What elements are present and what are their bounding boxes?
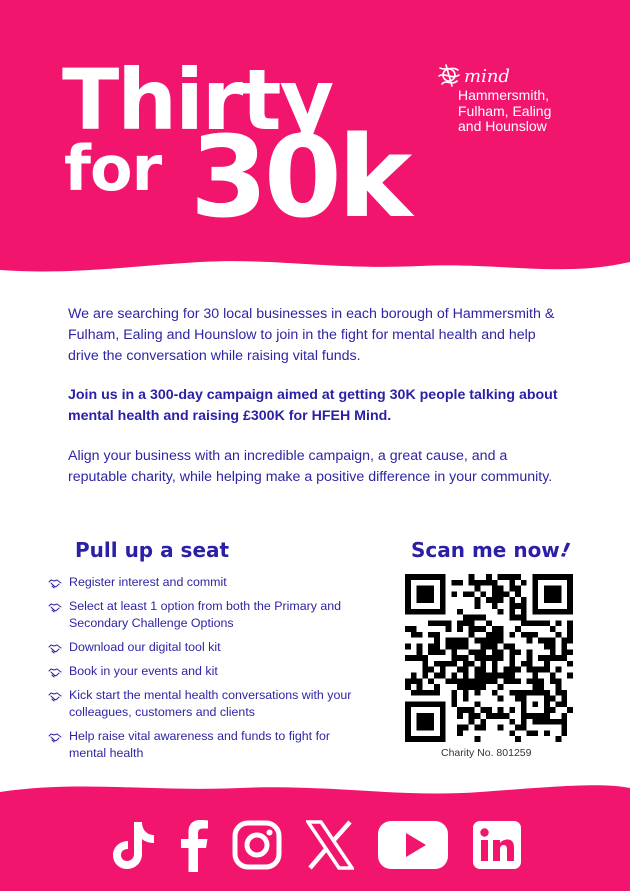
align-paragraph: Align your business with an incredible campaign, a great cause, and a reputable charity, while helping make a positive difference in your community. [68, 448, 553, 485]
handshake-icon [48, 690, 62, 704]
step-text: Register interest and commit [69, 575, 227, 589]
step-text: Kick start the mental health conversations with your colleagues, customers and clients [69, 688, 352, 719]
step-item [48, 639, 368, 656]
instagram-icon[interactable] [232, 820, 282, 870]
x-icon[interactable] [306, 820, 354, 870]
handshake-icon [48, 601, 62, 615]
step-text: Help raise vital awareness and funds to fight for mental health [69, 729, 331, 760]
logo-line: Fulham, Ealing [458, 102, 552, 119]
intro-paragraph: We are searching for 30 local businesses in each borough of Hammersmith & Fulham, Ealing and Hounslow to join in the fight for mental health and help drive the conversation while raising vital funds. [68, 306, 555, 364]
handshake-icon [48, 731, 62, 745]
scan-title-exclaim: ! [558, 537, 573, 563]
tiktok-icon[interactable] [112, 820, 156, 870]
step-text: Book in your events and kit [69, 664, 218, 678]
headline-30k: 30k [190, 113, 409, 243]
facebook-icon[interactable] [179, 818, 209, 872]
logo-line: and Hounslow [458, 118, 547, 134]
qr-code[interactable] [405, 574, 573, 742]
mind-wordmark: mind [464, 66, 510, 87]
handshake-icon [48, 642, 62, 656]
handshake-icon [48, 666, 62, 680]
youtube-icon[interactable] [377, 819, 449, 871]
handshake-icon [48, 577, 62, 591]
step-item [48, 574, 368, 591]
logo-line: Hammersmith, [458, 87, 550, 103]
headline-thirty: Thirty [62, 51, 333, 149]
step-text: Download our digital tool kit [69, 640, 221, 654]
steps-list [48, 574, 368, 769]
linkedin-icon[interactable] [472, 820, 522, 870]
step-item [48, 663, 368, 680]
social-links [112, 812, 522, 878]
scan-title-text: Scan me now [411, 538, 560, 562]
mind-logo [436, 62, 576, 135]
scan-me-now-title [411, 537, 573, 563]
step-item [48, 598, 368, 632]
campaign-paragraph: Join us in a 300-day campaign aimed at getting 30K people talking about mental health and raising £300K for HFEH Mind. [68, 387, 558, 424]
pull-up-a-seat-title: Pull up a seat [75, 538, 230, 562]
step-text: Select at least 1 option from both the Primary and Secondary Challenge Options [69, 599, 342, 630]
mind-logo-icon [436, 62, 462, 88]
step-item [48, 728, 368, 762]
charity-number: Charity No. 801259 [441, 747, 532, 759]
step-item [48, 687, 368, 721]
headline-for: for [64, 132, 162, 205]
